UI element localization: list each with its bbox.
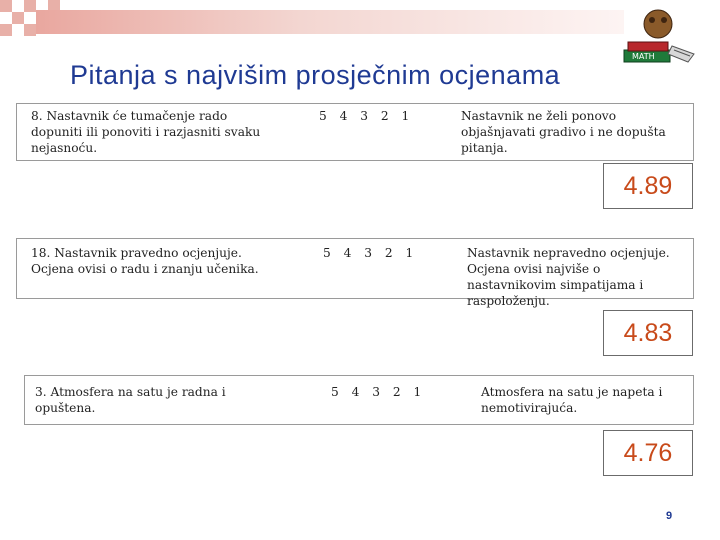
math-books-clipart [622,6,698,66]
header-band [36,10,624,34]
negative-statement: Atmosfera na satu je napeta i nemotivirajuća. [481,385,663,415]
rating-scale: 5 4 3 2 1 [319,109,410,123]
page-title: Pitanja s najvišim prosječnim ocjenama [70,60,561,90]
question-card-8 [16,103,694,161]
question-card-3 [24,375,694,425]
page-number: 9 [666,510,673,522]
negative-statement: Nastavnik nepravedno ocjenjuje. Ocjena ovisi najviše o nastavnikovim simpatijama i raspoloženju. [467,246,670,308]
positive-statement: 8. Nastavnik će tumačenje rado dopuniti ili ponoviti i razjasniti svaku nejasnoću. [31,109,261,155]
average-score: 4.76 [603,430,693,476]
average-score: 4.89 [603,163,693,209]
rating-scale: 5 4 3 2 1 [323,246,414,260]
question-card-18 [16,238,694,308]
rating-scale: 5 4 3 2 1 [331,385,422,399]
positive-statement: 18. Nastavnik pravedno ocjenjuje. Ocjena ovisi o radu i znanju učenika. [31,246,259,276]
positive-statement: 3. Atmosfera na satu je radna i opuštena. [35,385,226,415]
svg-text:MATH: MATH [632,52,655,61]
negative-statement: Nastavnik ne želi ponovo objašnjavati gradivo i ne dopušta pitanja. [461,109,666,155]
average-score: 4.83 [603,310,693,356]
